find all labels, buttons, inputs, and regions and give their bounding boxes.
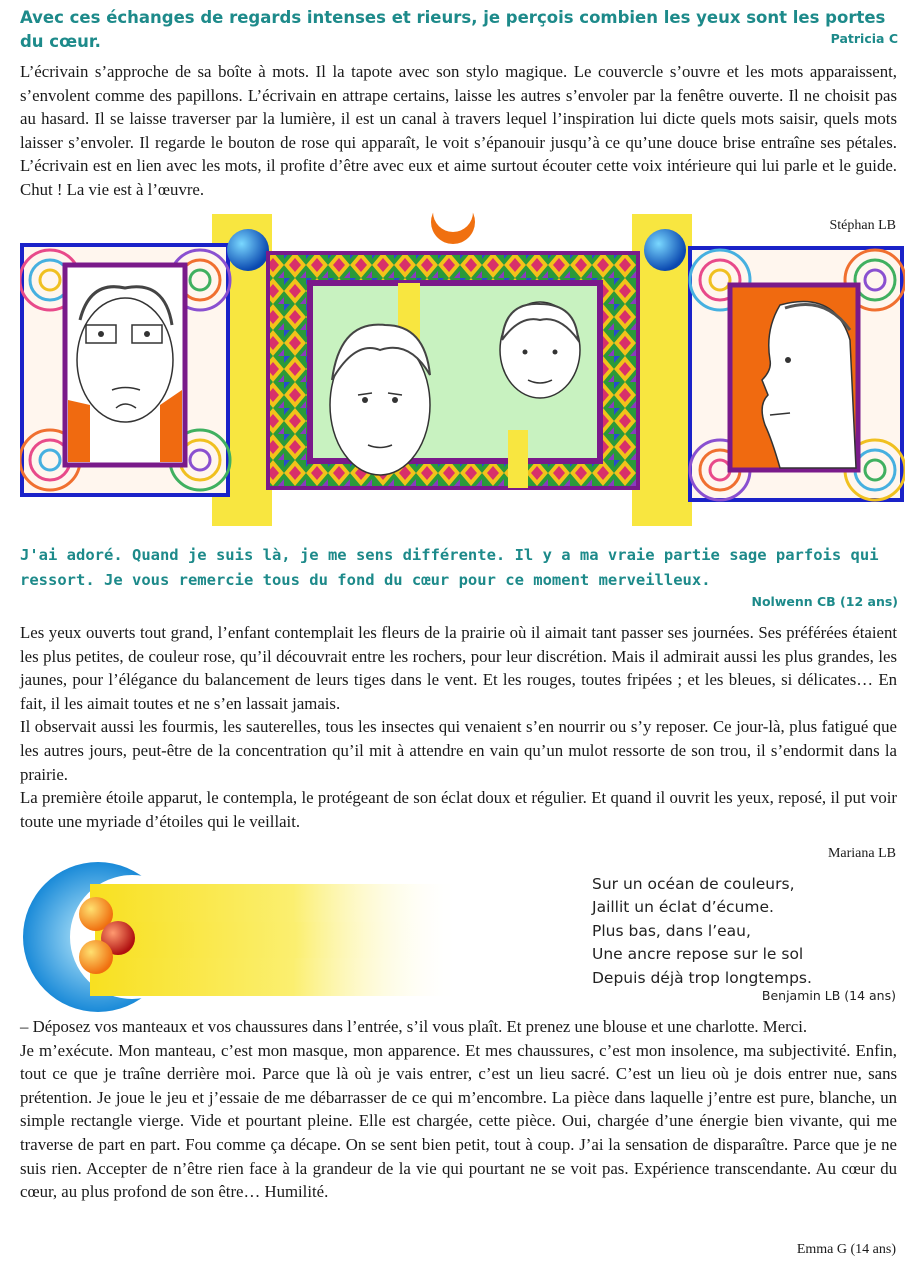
panel-right	[690, 248, 905, 500]
signature-mariana: Mariana LB	[827, 846, 896, 861]
poem-line: Une ancre repose sur le sol	[592, 945, 804, 964]
light-beam	[95, 922, 460, 958]
text-mariana	[20, 621, 897, 833]
poem-line: Plus bas, dans l’eau,	[592, 921, 751, 940]
poem-benjamin	[592, 873, 812, 990]
paragraph: – Déposez vos manteaux et vos chaussures dans l’entrée, s’il vous plaît. Et prenez une blouse et une charlotte. Merci.	[20, 1017, 808, 1036]
ball-right	[644, 229, 686, 271]
signature-stephan: Stéphan LB	[829, 218, 896, 233]
light-beam	[90, 958, 460, 996]
paragraph: Les yeux ouverts tout grand, l’enfant contemplait les fleurs de la prairie où il aimait tant passer ses journées. Ses préférées étaient les plus petites, de couleur rose, qu’il découvrait entre les rochers, pour leur discrétion. Mais il admirait aussi les plus grandes, les jaunes, pour l’élégance du balancement de leurs tiges dans le vent. Et les rouges, toutes fripées ; et les bleues, si délicates… En fait, il les aimait toutes et ne s’en lassait jamais.	[20, 623, 897, 713]
panel-center	[268, 253, 638, 488]
ball-left	[227, 229, 269, 271]
poem-line: Sur un océan de couleurs,	[592, 875, 795, 893]
quote-nolwenn: J'ai adoré. Quand je suis là, je me sens différente. Il y a ma vraie partie sage parfois qui ressort. Je vous remercie tous du fond du cœur pour ce moment merveilleux.	[20, 546, 879, 589]
text-stephan: L’écrivain s’approche de sa boîte à mots. Il la tapote avec son stylo magique. Le couvercle s’ouvre et les mots apparaissent, s’envolent comme des papillons. L’écrivain en attrape certains, laisse les autres s’envoler par la fenêtre ouverte. Il ne choisit pas au hasard. Il se laisse traverser par la lumière, il est un canal à travers lequel l’inspiration lui dicte quels mots saisir, quels mots laisser s’envoler. Il regarde le bouton de rose qui apparaît, le voit s’épanouir jusqu’à ce qu’une douce brise entraîne ses pétales. L’écrivain est en lien avec les mots, il profite d’être avec eux et aime surtout écouter cette voix intérieure qui lui parle et le guide. Chut ! La vie est à l’œuvre.	[20, 62, 897, 199]
poem-line: Depuis déjà trop longtemps.	[592, 968, 812, 987]
paragraph: Il observait aussi les fourmis, les sauterelles, tous les insectes qui venaient s’en nourrir ou s’y reposer. Ce jour-là, plus fatigué que les autres jours, peut-être de la concentration qu’il mit à attendre en vain qu’un mulot ressorte de son trou, il s’endormit dans la prairie.	[20, 717, 897, 784]
signature-emma: Emma G (14 ans)	[796, 1242, 896, 1257]
sphere	[79, 940, 113, 974]
crescent-icon	[431, 200, 475, 244]
paragraph: Je m’exécute. Mon manteau, c’est mon masque, mon apparence. Et mes chaussures, c’est mon insolence, ma subjectivité. Enfin, tout ce que je traîne derrière moi. Parce que là où je vais entrer, c’est un lieu sacré. C’est un lieu où je dois entrer nue, sans prétention. Je joue le jeu et j’essaie de me débarrasser de ce qui m’encombre. La pièce dans laquelle j’entre est pure, blanche, un simple rectangle vierge. Vide et pourtant pleine. Elle est chargée, cette pièce. Oui, chargée d’une énergie bien vivante, qui me traverse de part en part. Fou comme ça décape. On se sent bien petit, tout à coup. J’ai la sensation de disparaître. Parce que je ne suis rien. Accepter de n’être rien face à la grandeur de la vie qui pourtant ne se voit pas. Expérience transcendante. Au cœur du cœur, au plus profond de son être… Humilité.	[20, 1040, 897, 1202]
paragraph: La première étoile apparut, le contempla, le protégeant de son éclat doux et régulier. Et quand il ouvrit les yeux, reposé, il put voir toute une myriade d’étoiles qui le veillait.	[20, 788, 897, 831]
quote-patricia: Avec ces échanges de regards intenses et rieurs, je perçois combien les yeux sont les portes du cœur.	[20, 8, 886, 51]
panel-left	[20, 245, 230, 495]
quote-author-nolwenn: Nolwenn CB (12 ans)	[751, 594, 898, 609]
poem-author-benjamin: Benjamin LB (14 ans)	[761, 988, 896, 1003]
text-emma	[20, 1015, 897, 1204]
light-beam	[90, 884, 460, 922]
faces-illustration	[20, 200, 905, 528]
crescent-spheres-illustration	[20, 862, 460, 1022]
poem-line: Jaillit un éclat d’écume.	[592, 898, 774, 917]
quote-author-patricia: Patricia C	[830, 31, 898, 46]
